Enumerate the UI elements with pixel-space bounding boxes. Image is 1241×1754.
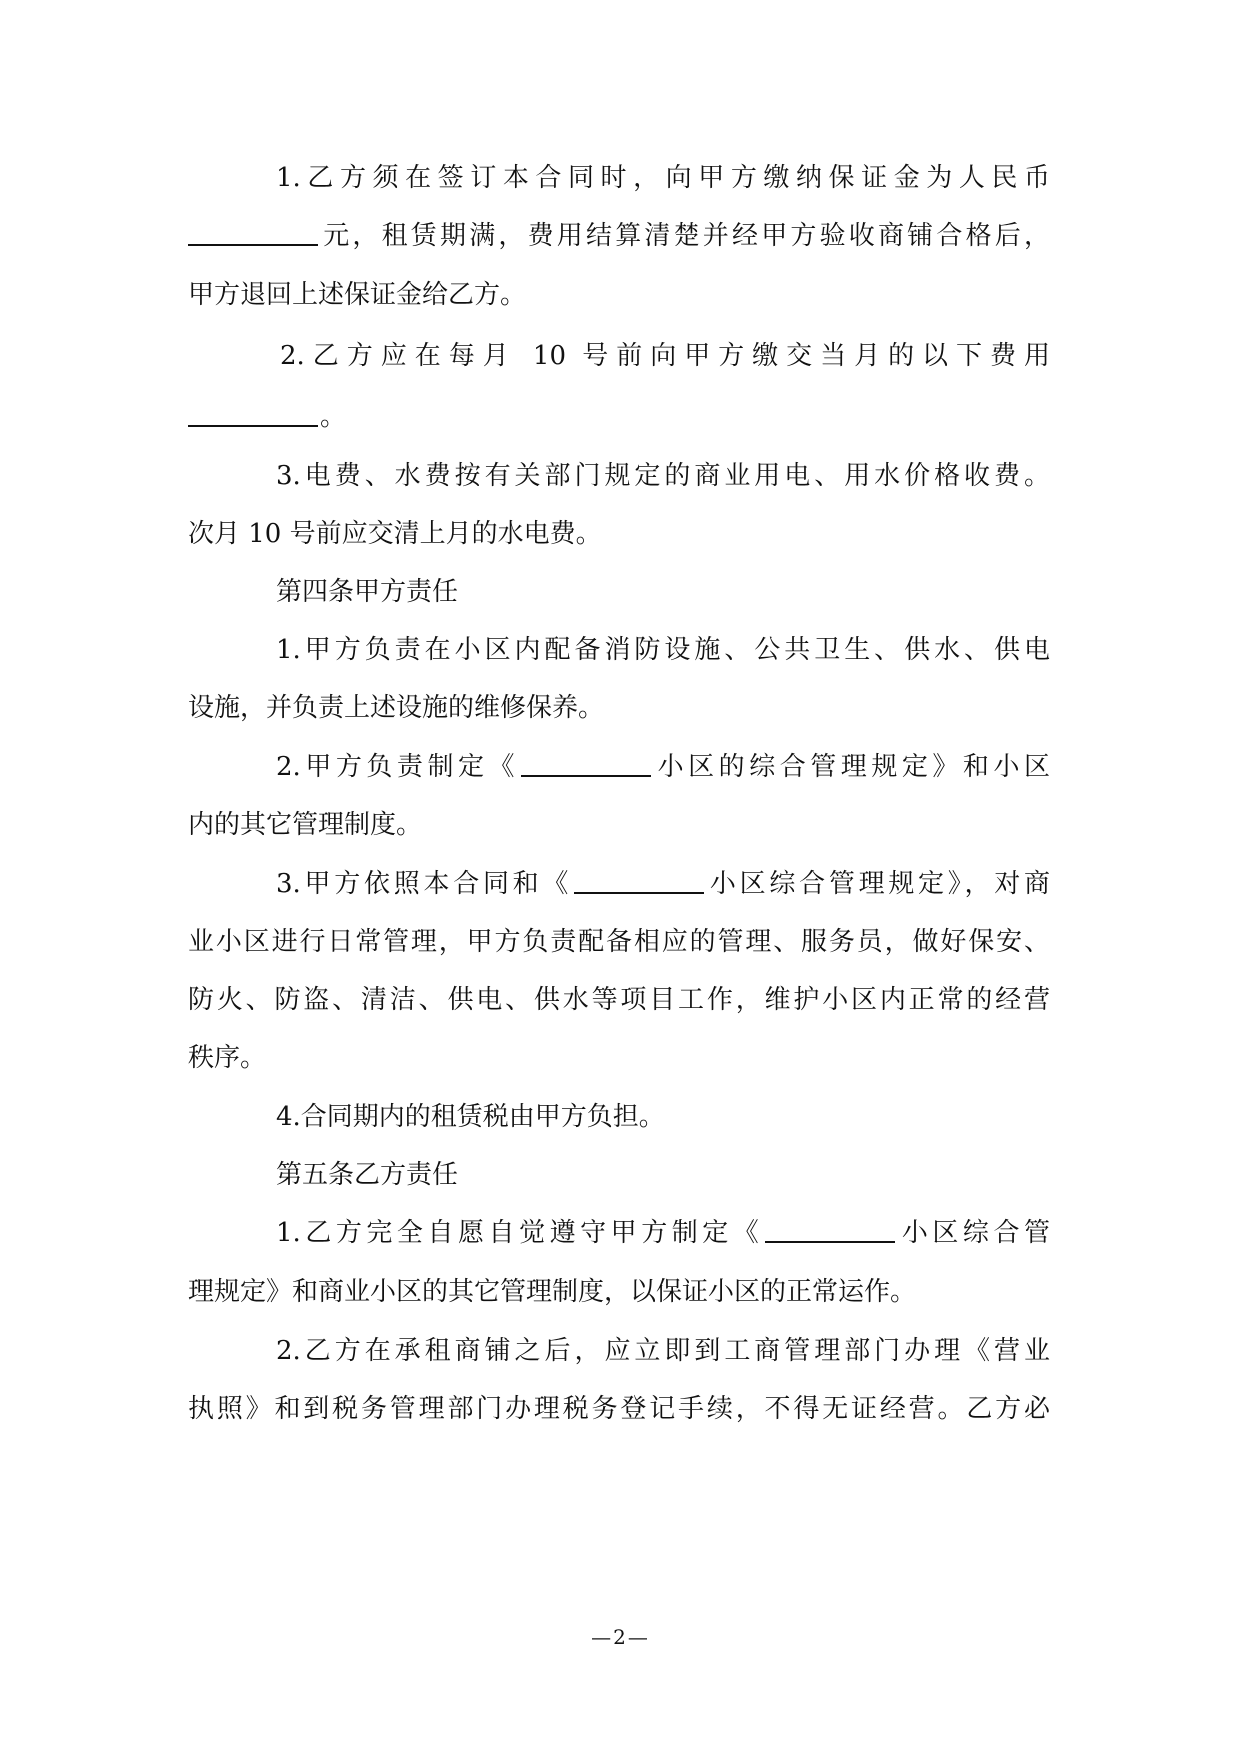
paragraph-line (188, 397, 346, 437)
fill-blank (188, 399, 318, 427)
paragraph-line (276, 864, 1050, 904)
paragraph-text: 1.乙方完全自愿自觉遵守甲方制定《 (276, 1218, 764, 1248)
paragraph-line: 业小区进行日常管理，甲方负责配备相应的管理、服务员，做好保安、 (188, 927, 1050, 957)
page-number: —2— (591, 1625, 650, 1649)
fill-blank (521, 749, 651, 777)
paragraph-text: 。 (320, 402, 347, 432)
fill-blank (188, 218, 318, 246)
section-heading: 第四条甲方责任 (276, 577, 459, 607)
paragraph-line (276, 747, 1050, 787)
paragraph-text: 小区的综合管理规定》和小区 (653, 752, 1050, 782)
paragraph-line: 设施，并负责上述设施的维修保养。 (188, 693, 605, 723)
paragraph-text: 2.甲方负责制定《 (276, 752, 520, 782)
paragraph-line: 2.乙方应在每月 10 号前向甲方缴交当月的以下费用 (280, 341, 1050, 371)
paragraph-line: 4.合同期内的租赁税由甲方负担。 (276, 1102, 665, 1132)
paragraph-line: 内的其它管理制度。 (188, 810, 423, 840)
paragraph-line: 1.甲方负责在小区内配备消防设施、公共卫生、供水、供电 (276, 635, 1050, 665)
paragraph-line: 次月 10 号前应交清上月的水电费。 (188, 519, 602, 549)
fill-blank (765, 1215, 895, 1243)
paragraph-text: 小区综合管 (897, 1218, 1050, 1248)
paragraph-line: 防火、防盗、清洁、供电、供水等项目工作，维护小区内正常的经营 (188, 985, 1050, 1015)
paragraph-line: 甲方退回上述保证金给乙方。 (188, 280, 527, 310)
paragraph-text: 小区综合管理规定》，对商 (706, 869, 1050, 899)
paragraph-line: 2.乙方在承租商铺之后，应立即到工商管理部门办理《营业 (276, 1336, 1050, 1366)
paragraph-line: 执照》和到税务管理部门办理税务登记手续，不得无证经营。乙方必 (188, 1394, 1050, 1424)
paragraph-line: 秩序。 (188, 1043, 267, 1073)
paragraph-text: 元，租赁期满，费用结算清楚并经甲方验收商铺合格后， (320, 221, 1050, 251)
paragraph-text: 3.甲方依照本合同和《 (276, 869, 573, 899)
section-heading: 第五条乙方责任 (276, 1160, 459, 1190)
paragraph-line: 1.乙方须在签订本合同时，向甲方缴纳保证金为人民币 (276, 163, 1050, 193)
paragraph-line (276, 1213, 1050, 1253)
paragraph-line: 3.电费、水费按有关部门规定的商业用电、用水价格收费。 (276, 461, 1050, 491)
fill-blank (574, 866, 704, 894)
paragraph-line: 理规定》和商业小区的其它管理制度，以保证小区的正常运作。 (188, 1277, 917, 1307)
paragraph-line (188, 216, 1050, 256)
